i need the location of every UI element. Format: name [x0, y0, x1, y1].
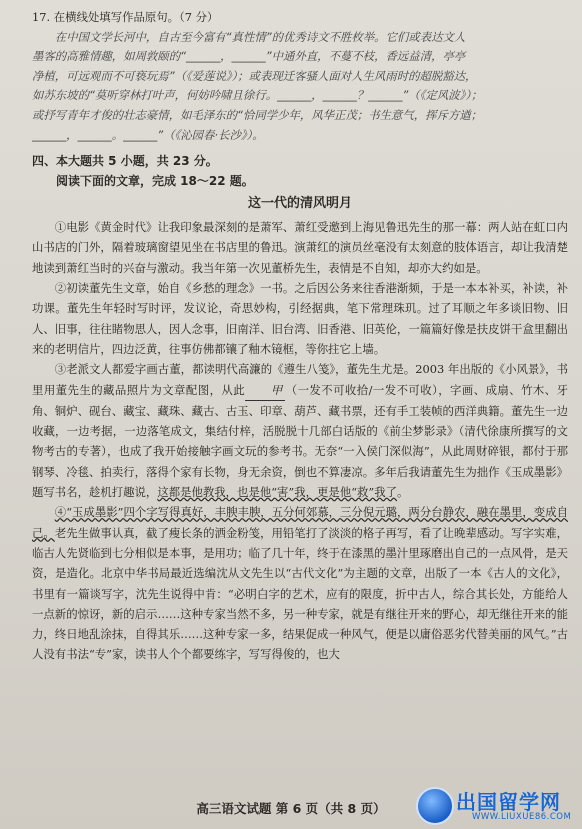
paragraph-2: ②初读董先生文章，始自《乡愁的理念》一书。之后因公务来往香港渐频，于是一本本补买，补读，补功课。董先生年轻时写时评，发议论，奇思妙构，引经据典，笔下常理珠玑。过了耳顺之年多谈旧物、旧人、旧事，往往睹物思人，因人念事，旧南洋、旧台湾、旧香港、旧英伦，一篇篇好像是扶皮饼干盒里翻出来的老明信片，四边泛黄，往事仿佛都镶了釉木镜框，等你拄它上墙。	[32, 281, 568, 356]
question-17-line: ______，______。______”（《沁园春·长沙》）。	[32, 127, 264, 142]
paragraph-3-end: 。	[397, 485, 409, 500]
article-title: 这一代的清风明月	[247, 196, 352, 212]
wavy-underlined-sentence: ④“玉成墨影”四个字写得真好，丰腴丰腴，五分何郊慕，三分倪元璐，两分台静农，融在墨里，变成自己。	[32, 505, 568, 540]
watermark-title: 出国留学网	[456, 790, 561, 814]
question-17-line: 或抒写青年才俊的壮志豪情，如毛泽东的“恰同学少年，风华正茂；书生意气，挥斥方遒；	[32, 107, 483, 122]
question-17-heading: 17. 在横线处填写作品原句。（7 分）	[32, 10, 219, 24]
section-heading: 四、本大题共 5 小题，共 23 分。	[32, 154, 218, 169]
blank-jia: 甲	[245, 380, 285, 401]
watermark-url: WWW.LIUXUE86.COM	[472, 812, 572, 822]
question-17-line: 净植，可远观而不可亵玩焉”（《爱莲说》）；或表现迁客骚人面对人生风雨时的超脱豁达，	[32, 68, 477, 83]
page-footer: 高三语文试题 第 6 页（共 8 页）	[196, 801, 386, 816]
question-17-line: 墨客的高雅情趣，如周敦颐的“______，______”中通外直，不蔓不枝，香远益清，亭亭	[32, 49, 466, 64]
question-17-line: 在中国文学长河中，自古至今富有“真性情”的优秀诗文不胜枚举。它们或表达文人	[54, 29, 466, 44]
section-directive: 阅读下面的文章，完成 18～22 题。	[56, 174, 254, 189]
paragraph-1: ①电影《黄金时代》让我印象最深刻的是萧军、萧红受邀到上海见鲁迅先生的那一幕：两人站在虹口内山书店的门外，隔着玻璃窗望见坐在书店里的鲁迅。演萧红的演员丝毫没有太刻意的肢体语言，却让我清楚地读到萧红当时的兴奋与激动。我当年第一次见董桥先生，表情是不自知，却亦大约如是。	[32, 220, 568, 275]
wavy-underlined-sentence: 这都是他教我，也是他“害”我，更是他“救”我了	[157, 485, 398, 500]
paragraph-4-text: 老先生做事认真，截了瘦长条的洒金粉笺，用铅笔打了淡淡的格子再写，看了让晚辈感动。写字实难，临古人先贤临到七分相似是本事，是用功；临了几十年，终于在漆黑的墨汁里琢磨出自己的一点风骨，是天资，是造化。北京中华书局最近选编沈从文先生以“古代文化”为主题的文章，出版了一本《古人的文化》，书里有一篇谈写字，沈先生说得中肯：“必明白字的艺术，应有的限度，折中古人，综合其长处，方能给人一点新的惊讶，新的启示……这种专家当然不多，另一种专家，就是有继往开来的野心，却无继往开来的能力，终日地乱涂抹，自得其乐……这种专家一多，结果促成一种风气，便是以庸俗恶劣代替美丽的风气。”古人没有书法“专”家，读书人个个都要练字，写写得俊的，也大	[32, 525, 568, 662]
question-17-line: 如苏东坡的“莫听穿林打叶声，何妨吟啸且徐行。______，______？______”（《定风波》）；	[32, 88, 483, 103]
paragraph-3	[32, 359, 568, 502]
paragraph-3-text: （一发不可收拾/一发不可收），字画、成扇、竹木、牙角、铜炉、砚台、藏宝、藏珠、藏古、古玉、印章、葫芦、藏书票，还有手工装帧的西洋典籍。董先生一边收藏，一边考据，一边落笔成文，集结付梓，活脱脱十几部白话版的《前尘梦影录》（清代徐康所撰写的文物考古的专著），也成了我开始接触字画文玩的参考书。无奈“一入侯门深似海”，从此周财碎银，都付于那钢琴、冷毯、拍卖行，落得个家有长物，身无余资，倒也不算凄凉。多年后我请董先生为拙作《玉成墨影》题写书名，趁机打趣说，	[32, 382, 568, 500]
globe-icon	[416, 787, 454, 825]
watermark-logo	[416, 785, 576, 825]
paragraph-4	[32, 502, 568, 664]
paragraph-3-text: ③老派文人都爱字画古董，都读明代高濂的《遵生八笺》，董先生尤是。2003 年出版的《小风景》，书里用董先生的藏品照片为文章配图，从此	[32, 362, 568, 397]
